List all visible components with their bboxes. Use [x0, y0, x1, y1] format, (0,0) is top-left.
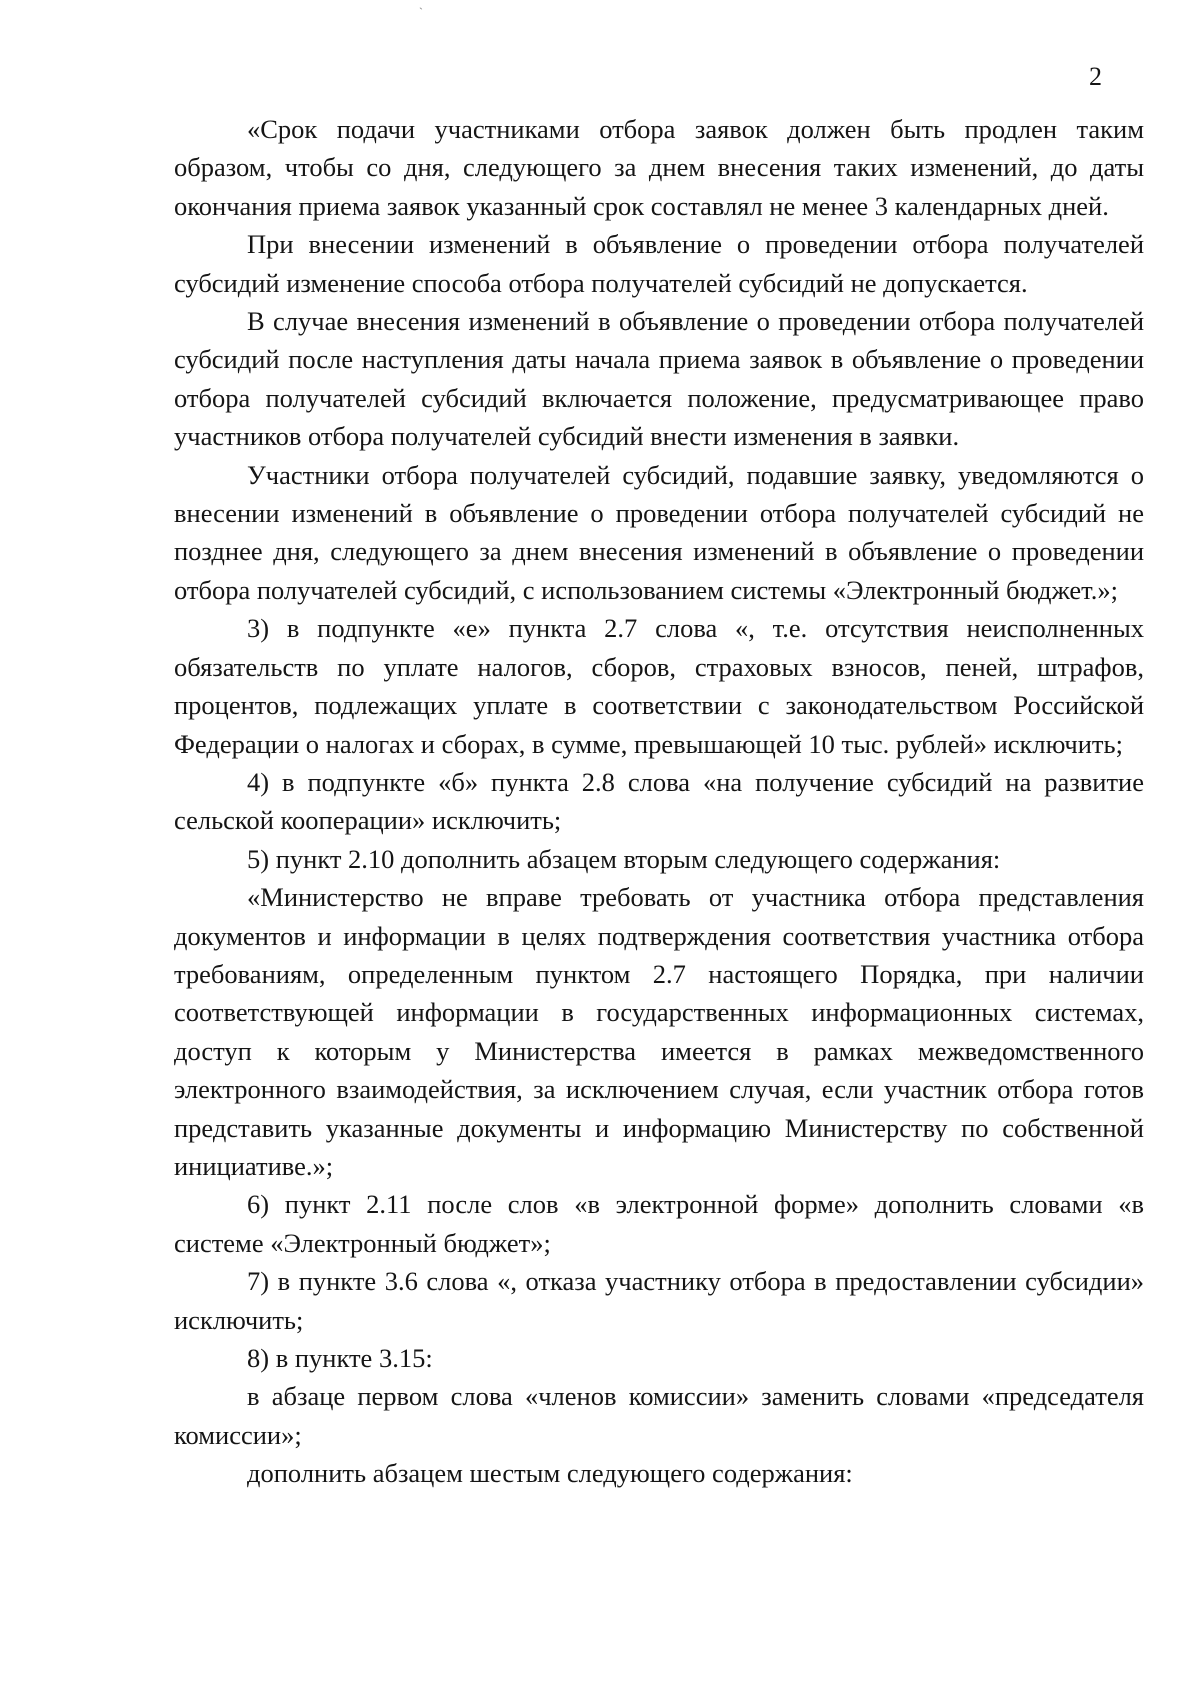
paragraph-9: 6) пункт 2.11 после слов «в электронной форме» дополнить словами «в системе «Электронный бюджет»;	[174, 1189, 1144, 1258]
page-number: 2	[1089, 62, 1102, 91]
paragraph-12: в абзаце первом слова «членов комиссии» заменить словами «председателя комиссии»;	[174, 1381, 1144, 1450]
paragraph-10: 7) в пункте 3.6 слова «, отказа участнику отбора в предоставлении субсидии» исключить;	[174, 1266, 1144, 1335]
paragraph-3: В случае внесения изменений в объявление о проведении отбора получателей субсидий после наступления даты начала приема заявок в объявление о проведении отбора получателей субсидий включается положение, предусматривающее право участников отбора получателей субсидий внести изменения в заявки.	[174, 306, 1144, 452]
paragraph-2: При внесении изменений в объявление о проведении отбора получателей субсидий изменение способа отбора получателей субсидий не допускается.	[174, 229, 1144, 298]
paragraph-6: 4) в подпункте «б» пункта 2.8 слова «на получение субсидий на развитие сельской кооперации» исключить;	[174, 766, 1144, 836]
document-body	[174, 110, 1144, 1493]
paragraph-8: «Министерство не вправе требовать от участника отбора представления документов и информации в целях подтверждения соответствия участника отбора требованиям, определенным пунктом 2.7 настоящего Порядка, при наличии соответствующей информации в государственных информационных системах, доступ к которым у Министерства имеется в рамках межведомственного электронного взаимодействия, за исключением случая, если участник отбора готов представить указанные документы и информацию Министерству по собственной инициативе.»;	[174, 882, 1144, 1181]
paragraph-13: дополнить абзацем шестым следующего содержания:	[247, 1458, 853, 1489]
paragraph-4: Участники отбора получателей субсидий, подавшие заявку, уведомляются о внесении изменений в объявление о проведении отбора получателей субсидий не позднее дня, следующего за днем внесения изменений в объявление о проведении отбора получателей субсидий, с использованием системы «Электронный бюджет.»;	[174, 459, 1144, 605]
paragraph-5: 3) в подпункте «е» пункта 2.7 слова «, т.е. отсутствия неисполненных обязательств по уплате налогов, сборов, страховых взносов, пеней, штрафов, процентов, подлежащих уплате в соответствии с законодательством Российской Федерации о налогах и сборах, в сумме, превышающей 10 тыс. рублей» исключить;	[174, 613, 1144, 759]
paragraph-11: 8) в пункте 3.15:	[247, 1343, 433, 1373]
paragraph-7: 5) пункт 2.10 дополнить абзацем вторым следующего содержания:	[247, 843, 1001, 874]
scan-mark: ˋ	[419, 5, 423, 19]
paragraph-1: «Срок подачи участниками отбора заявок должен быть продлен таким образом, чтобы со дня, следующего за днем внесения таких изменений, до даты окончания приема заявок указанный срок составлял не менее 3 календарных дней.	[174, 114, 1144, 221]
